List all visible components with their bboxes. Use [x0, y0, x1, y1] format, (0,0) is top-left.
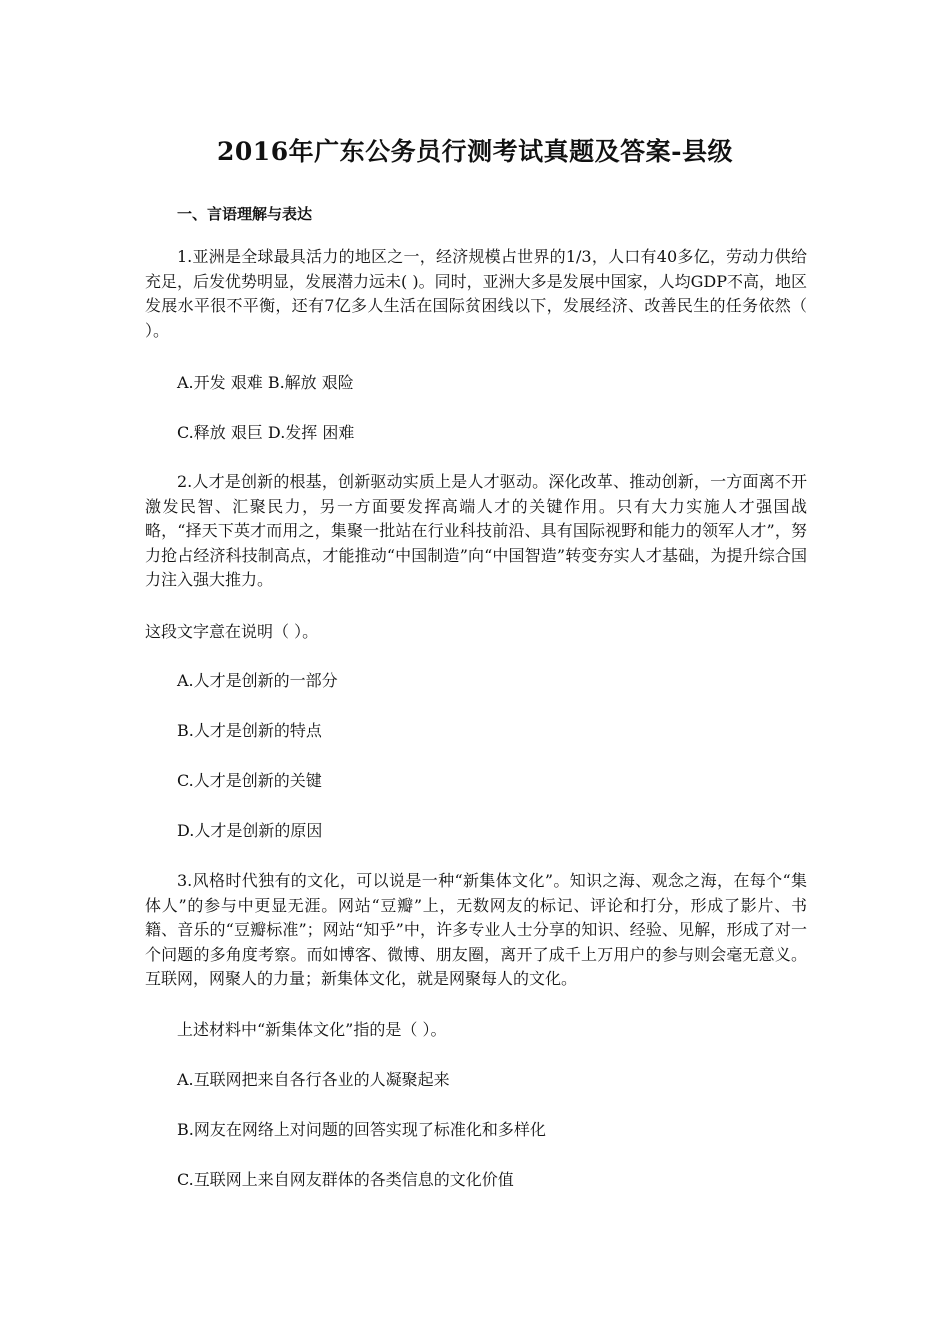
question-2-option-d: D.人才是创新的原因 [177, 821, 323, 840]
question-3-option-b: B.网友在网络上对问题的回答实现了标准化和多样化 [177, 1120, 546, 1139]
question-1-stem: 1.亚洲是全球最具活力的地区之一，经济规模占世界的1/3，人口有40多亿，劳动力供给充足，后发优势明显，发展潜力远未( )。同时，亚洲大多是发展中国家，人均GDP不高，地区发展水平很不平衡，还有7亿多人生活在国际贫困线以下，发展经济、改善民生的任务依然（ ）。 [145, 247, 807, 340]
question-1-option-row-2: C.释放 艰巨 D.发挥 困难 [177, 423, 355, 442]
question-2-prompt: 这段文字意在说明（ ）。 [145, 622, 319, 641]
document-title: 2016年广东公务员行测考试真题及答案-县级 [217, 137, 733, 166]
question-1-option-row-1: A.开发 艰难 B.解放 艰险 [177, 373, 354, 392]
question-2-option-c: C.人才是创新的关键 [177, 771, 322, 790]
question-3-prompt: 上述材料中“新集体文化”指的是（ ）。 [177, 1020, 447, 1039]
section-heading: 一、言语理解与表达 [177, 205, 313, 223]
question-3-stem: 3.风格时代独有的文化，可以说是一种“新集体文化”。知识之海、观念之海，在每个“集体人”的参与中更显无涯。网站“豆瓣”上，无数网友的标记、评论和打分，形成了影片、书籍、音乐的“豆瓣标准”；网站“知乎”中，许多专业人士分享的知识、经验、见解，形成了对一个问题的多角度考察。而如博客、微博、朋友圈，离开了成千上万用户的参与则会毫无意义。互联网，网聚人的力量；新集体文化，就是网聚每人的文化。 [145, 871, 807, 988]
question-2-option-b: B.人才是创新的特点 [177, 721, 322, 740]
question-3-option-a: A.互联网把来自各行各业的人凝聚起来 [177, 1070, 450, 1089]
question-2-stem: 2.人才是创新的根基，创新驱动实质上是人才驱动。深化改革、推动创新，一方面离不开激发民智、汇聚民力，另一方面要发挥高端人才的关键作用。只有大力实施人才强国战略，“择天下英才而用之，集聚一批站在行业科技前沿、具有国际视野和能力的领军人才”，努力抢占经济科技制高点，才能推动“中国制造”向“中国智造”转变夯实人才基础，为提升综合国力注入强大推力。 [145, 472, 807, 589]
question-2-option-a: A.人才是创新的一部分 [177, 671, 338, 690]
question-3-option-c: C.互联网上来自网友群体的各类信息的文化价值 [177, 1170, 514, 1189]
